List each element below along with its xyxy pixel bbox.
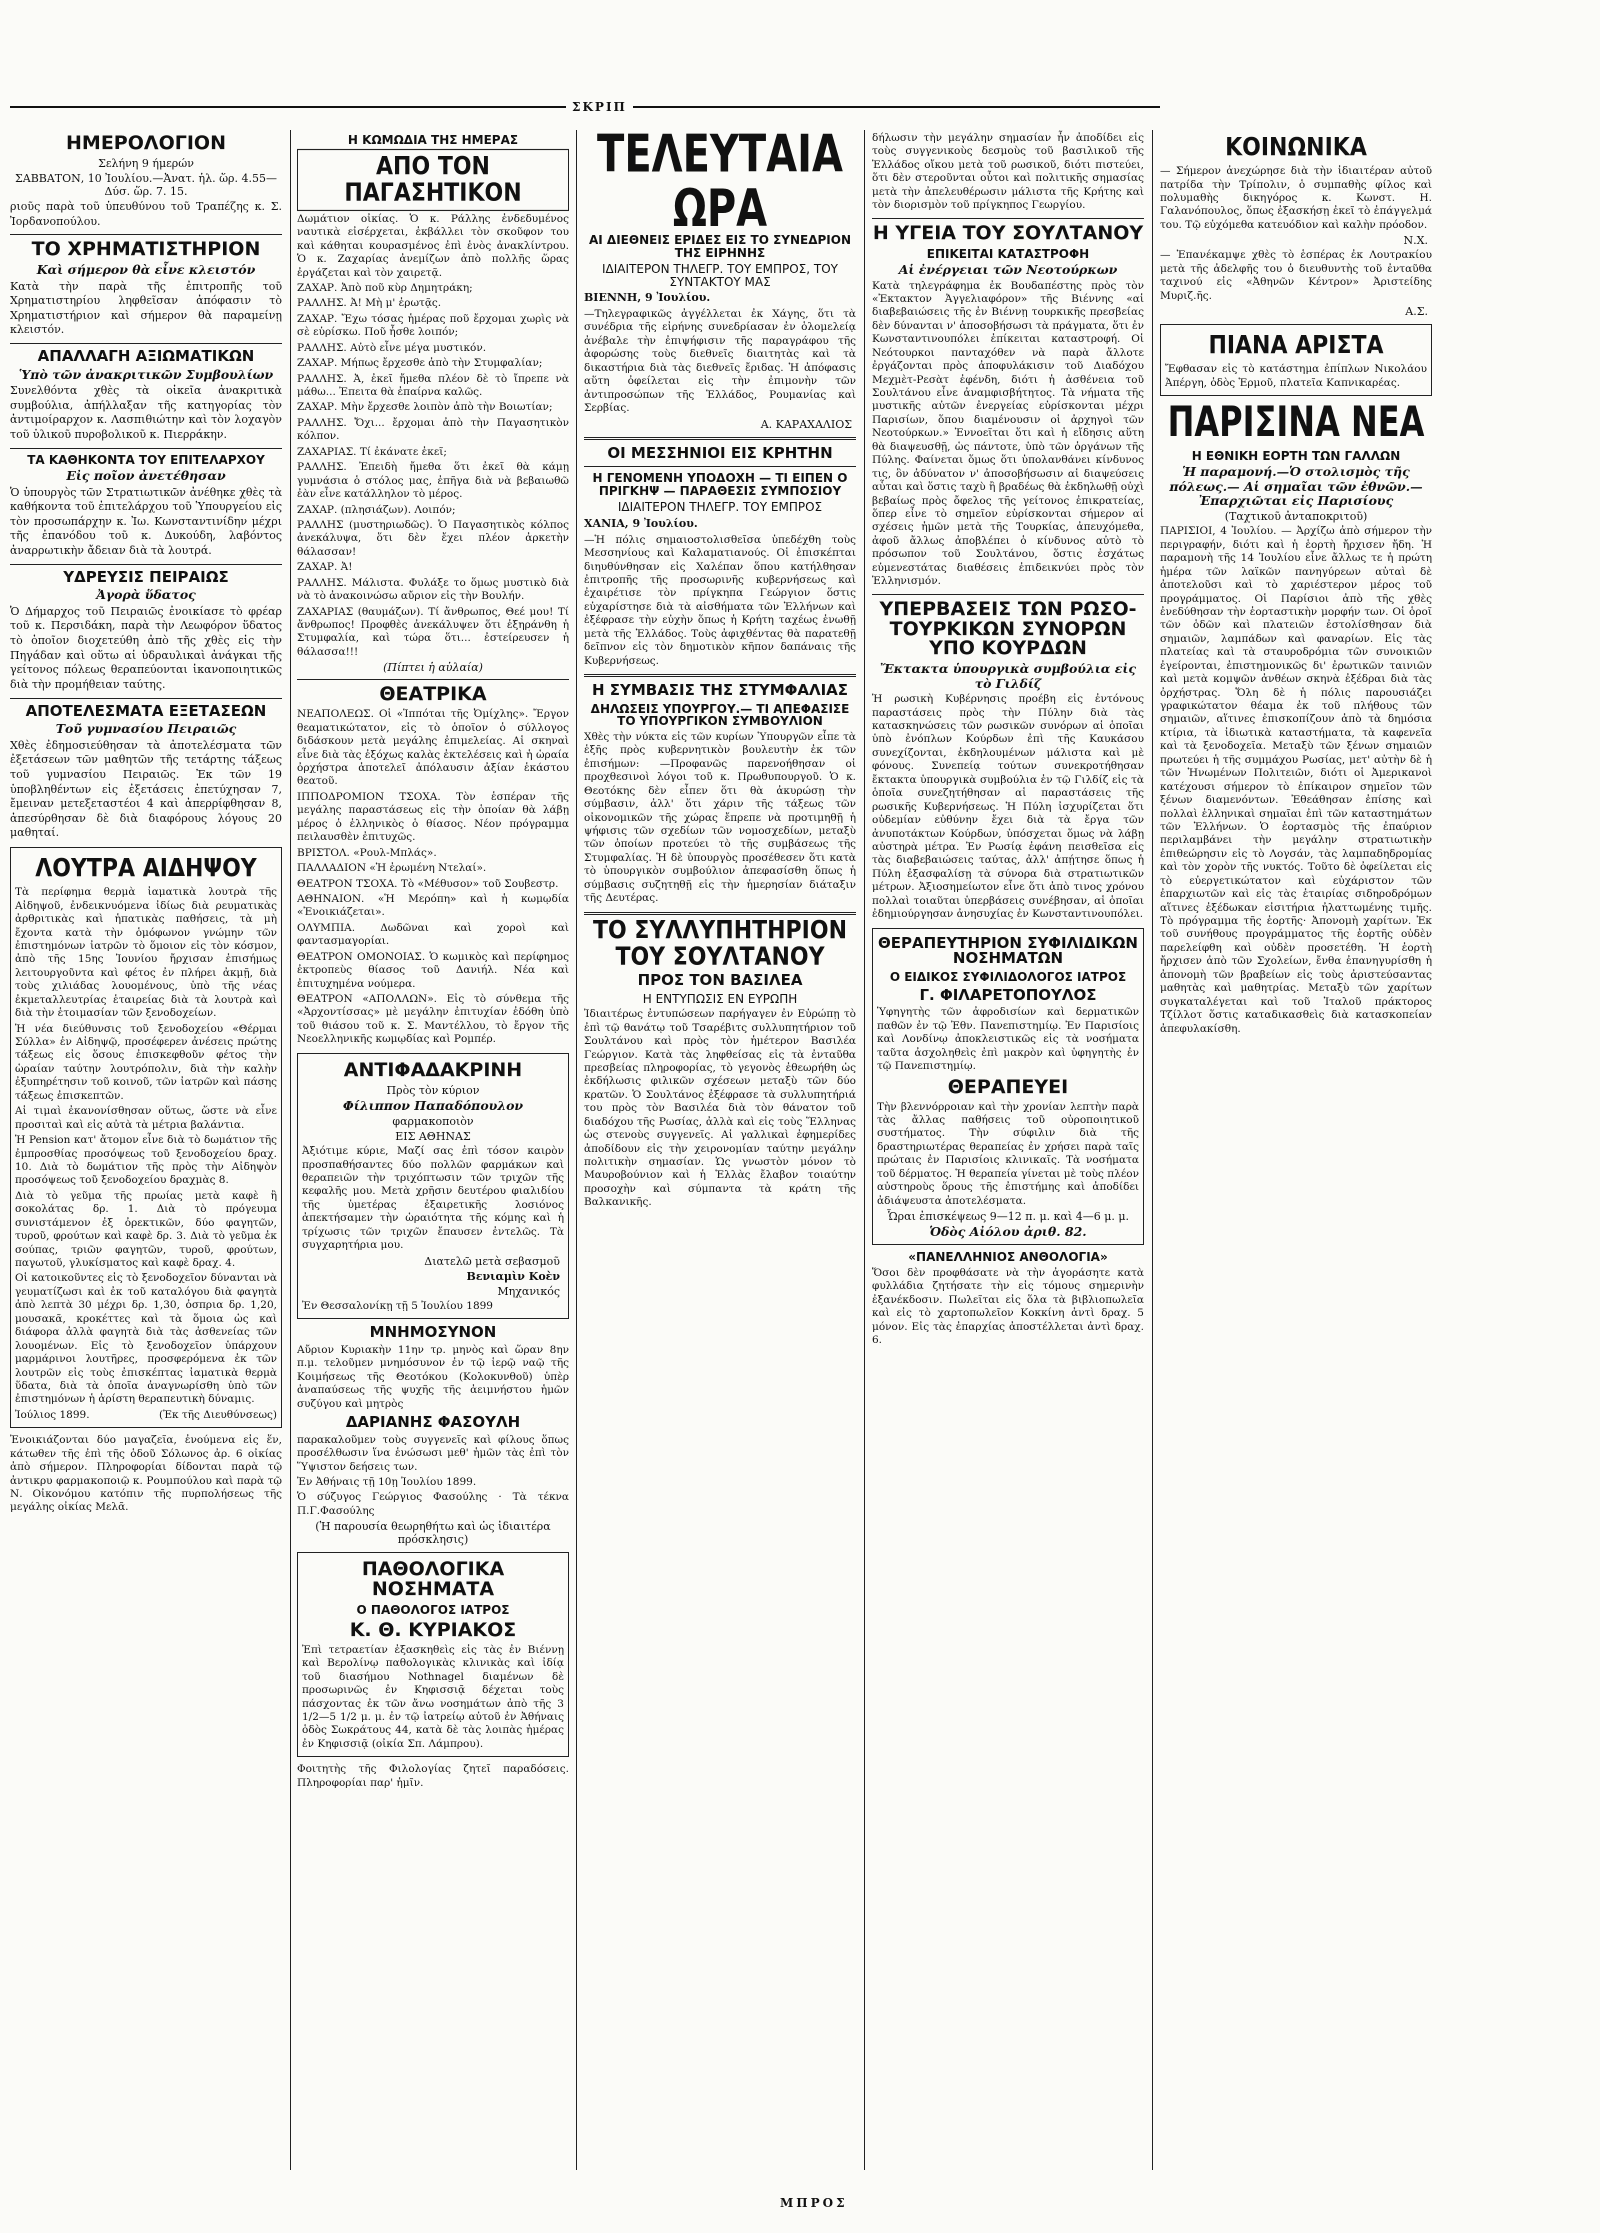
- officers-article: [10, 349, 282, 443]
- column-3: [584, 130, 856, 2180]
- paris-news-sub: Η ΕΘΝΙΚΗ ΕΟΡΤΗ ΤΩΝ ΓΑΛΛΩΝ: [1191, 448, 1401, 463]
- pathology-sub: Ο ΠΑΘΟΛΟΓΟΣ ΙΑΤΡΟΣ: [356, 1603, 510, 1618]
- masthead-title: ΣΚΡΙΠ: [566, 100, 633, 114]
- sultan-health-sub: ΕΠΙΚΕΙΤΑΙ ΚΑΤΑΣΤΡΟΦΗ: [926, 246, 1090, 261]
- border-clashes-heading: ΥΠΕΡΒΑΣΕΙΣ ΤΩΝ ΡΩΣΟ-ΤΟΥΡΚΙΚΩΝ ΣΥΝΟΡΩΝ ΥΠΟ ΚΟΥΡΔΩΝ: [879, 597, 1137, 660]
- divider: [584, 437, 856, 440]
- bourse-body: Κατὰ τὴν παρὰ τῆς ἐπιτροπῆς τοῦ Χρηματιστηρίου ληφθεῖσαν ἀπόφασιν τὸ Χρηματιστήριον καὶ σήμερον θὰ παραμείνῃ κλειστόν.: [10, 279, 282, 337]
- memorial-family: Ὁ σύζυγος Γεώργιος Φασούλης · Τὰ τέκνα Π.Γ.Φασούλης: [297, 1491, 569, 1517]
- messinians-dateline: ΧΑΝΙΑ, 9 Ἰουλίου.: [584, 517, 698, 531]
- memorial-notice: [297, 1325, 569, 1546]
- comedy-article: [297, 134, 569, 674]
- dialogue-line: ΡΑΛΛΗΣ. Ἀ! Μὴ μ' ἐρωτᾷς.: [297, 297, 442, 310]
- divider: [10, 343, 282, 344]
- sultan-health-lead: Αἱ ἐνέργειαι τῶν Νεοτούρκων: [898, 262, 1118, 278]
- baths-p4: Ἡ Pension κατ' ἄτομον εἶνε διὰ τὸ δωμάτιον τῆς ἐμπροσθίας προσόψεως τοῦ ξενοδοχείου δραχ. 10. Διὰ τὸ δωμάτιον τῆς πρὸς τὴν Αἰδηψὸν προσόψεως τοῦ ξενοδοχείου δραχμὰς 8.: [15, 1134, 277, 1187]
- social-body: — Σήμερον ἀνεχώρησε διὰ τὴν ἰδιαιτέραν αὐτοῦ πατρίδα τὴν Τρίπολιν, ὁ συμπαθὴς φίλος καὶ πολυμαθὴς δικηγόρος κ. Κωνστ. Η. Γαλανόπουλος, ὅπως ἐξασκήσῃ ἐκεῖ τὸ ἐπάγγελμά του. Τῷ εὐχόμεθα κατευόδιον καὶ καλὴν πρόοδον.: [1160, 165, 1432, 231]
- clinic-sub: Ο ΕΙΔΙΚΟΣ ΣΥΦΙΛΙΔΟΛΟΓΟΣ ΙΑΤΡΟΣ: [889, 970, 1127, 985]
- stymphalia-body: Χθὲς τὴν νύκτα εἰς τῶν κυρίων Ὑπουργῶν εἶπε τὰ ἑξῆς πρὸς κυβερνητικὸν βουλευτὴν ἐκ τῶν ἐπισήμων: —Προφανῶς παρενοήθησαν οἱ προχθεσινοὶ λόγοι τοῦ κ. Πρωθυπουργοῦ. Ὁ κ. Θεοτόκης δὲν εἶπεν ὅτι θὰ ἀκυρώσῃ τὴν σύμβασιν, ἀλλ' ὅτι χάριν τῆς τάξεως τῶν οἰκονομικῶν τῆς χώρας ἔπρεπε νὰ προτιμηθῇ ἡ ψήφισις τῶν σχεδίων τῶν νομοσχεδίων, μεταξὺ τῶν ὁποίων προτεύει τὸ τῆς συμβάσεως τῆς Στυμφαλίας. Ἡ δὲ ὑπουργὸς προσέθεσεν ὅτι κατὰ τὸ ὑπουργικὸν συμβούλιον ἀπεφασίσθη ὅπως ἡ σύμβασις συζητηθῇ εἰς τὴν ἡμερησίαν διάταξιν τῆς Δευτέρας.: [584, 730, 856, 905]
- baths-advert: [10, 847, 282, 1428]
- latest-headline: ΑΙ ΔΙΕΘΝΕΙΣ ΕΡΙΔΕΣ ΕΙΣ ΤΟ ΣΥΝΕΔΡΙΟΝ ΤΗΣ ΕΙΡΗΝΗΣ: [589, 233, 851, 260]
- border-clashes-body: Ἡ ρωσικὴ Κυβέρνησις προέβη εἰς ἐντόνους παραστάσεις πρὸς τὴν Πύλην διὰ τὰς κατασκηνώσεις τῶν ρωσικῶν συνόρων αἱ ὁποῖαι ὑπὸ ἐνόπλων Κούρδων ἐπὶ τῆς Καυκάσου συνεχίζονται, ἐκδηλουμένων μάλιστα καὶ μὲ φόνους. Συνεπείᾳ τούτων συνεκροτήθησαν ἔκτακτα ὑπουργικὰ συμβούλια ἐν τῷ Γιλδίζ εἰς τὰ ὁποῖα συνεζητήθησαν αἱ παραστάσεις τῆς ρωσικῆς Κυβερνήσεως. Ἡ Πύλη ἰσχυρίζεται ὅτι οὐδεμίαν εὐθύνην ἔχει διὰ τὰ ἔργα τῶν ἀνυποτάκτων Κούρδων, ὑπόσχεται ὅμως νὰ λάβῃ αὐστηρὰ μέτρα. Ἐν Ρωσίᾳ ἐφάνη πεισθεῖσα εἰς τὰς διαβεβαιώσεις ταύτας, ἀλλ' ἀπῄτησε ὅπως ἡ Πύλη ἐξασφαλίσῃ τὰ σύνορα διὰ στρατιωτικῶν μέτρων. Ἀξιοσημείωτον εἶνε ὅτι ἀπὸ τινος χρόνου πολλαὶ τοιαῦται ὑπερβάσεις συνέβησαν, αἱ ὁποῖαι ἐδημιούργησαν ἀνησυχίας ἐν Κωνσταντινουπόλει.: [872, 693, 1144, 921]
- divider: [584, 674, 856, 677]
- baths-footer: [15, 1409, 277, 1422]
- baths-p6: Οἱ κατοικοῦντες εἰς τὸ ξενοδοχεῖον δύνανται νὰ γευματίζωσι καὶ ἐκ τοῦ καταλόγου διὰ φαγητὰ ἀπὸ λεπτὰ 30 μέχρι δρ. 1,30, ὀσπρια δρ. 1,20, μουσακᾶ, κροκέττες καὶ τὰ ὅμοια ὡς καὶ διάφορα ἀλλὰ φαγητὰ διὰ τὰς ἀσθενείας τῶν λουομένων. Εἰς τὸ ξενοδοχεῖον ὑπάρχουν μαρμάρινοι λουτῆρες, προσφερόμενα ἐκ τῶν λουτρῶν εἰς τοὺς ἐπισκέπτας ἰαματικὰ θερμὰ ὕδατα, διὰ τὰ ὁποῖα ἀναγνωρίσθη ὑπὸ τῶν ἐπιστημόνων ἡ ἀρίστη θεραπευτικὴ δύναμις.: [15, 1272, 277, 1406]
- condolence-heading: ΤΟ ΣΥΛΛΥΠΗΤΗΡΙΟΝ ΤΟΥ ΣΟΥΛΤΑΝΟΥ: [593, 916, 847, 972]
- social-heading: ΚΟΙΝΩΝΙΚΑ: [1225, 133, 1367, 162]
- sultan-health-article: [872, 221, 1144, 589]
- column-rule: [864, 130, 865, 2170]
- exam-results-body: Χθὲς ἐδημοσιεύθησαν τὰ ἀποτελέσματα τῶν ἐξετάσεων τῶν μαθητῶν τῆς τετάρτης τάξεως τοῦ γυμνασίου Πειραιῶς. Ἐκ τῶν 19 ὑποβληθέντων εἰς ἐξετάσεις ἐπετύχησαν 7, ἔμειναν μετεξεταστέοι 4 καὶ ἀπερρίφθησαν 8, ἀπεσύρθησαν δὲ διὰ διαφόρους λόγους 20 μαθηταί.: [10, 738, 282, 840]
- column-5: [1160, 130, 1432, 2180]
- exam-results-heading: ΑΠΟΤΕΛΕΣΜΑΤΑ ΕΞΕΤΑΣΕΩΝ: [25, 701, 267, 720]
- paris-news-lead: Ἡ παραμονή.—Ὁ στολισμὸς τῆς πόλεως.— Αἱ σημαῖαι τῶν ἐθνῶν.—Ἐπαρχιῶται εἰς Παρισίους: [1169, 464, 1423, 508]
- messinians-dateline-wrap: [584, 517, 856, 532]
- social-body-2: — Ἐπανέκαμψε χθὲς τὸ ἑσπέρας ἐκ Λουτρακίου μετὰ τῆς ἀδελφῆς του ὁ διευθυντὴς τοῦ ἐνταῦθα ταχινού εἰς «Ἀθηνῶν Κέντρον» Ἀριστείδης Μυριζ.ῆς.: [1160, 249, 1432, 302]
- deceased-name: ΔΑΡΙΑΝΗΣ ΦΑΣΟΥΛΗ: [345, 1412, 521, 1431]
- column-rule: [290, 130, 291, 2170]
- latest-body: —Τηλεγραφικῶς ἀγγέλλεται ἐκ Χάγης, ὅτι τὰ συνέδρια τῆς εἰρήνης συνεδρίασαν ἐν ὁλομελείᾳ ἀνέβαλε τὴν ἐπιψήφισιν τῆς παραγράφου τῆς ἀφορώσης τοὺς διεθνεῖς διαιτητὰς καὶ τὰ δικαστήρια διὰ τὰς διεθνεῖς ἔριδας. Ἡ ἀπόφασις αὕτη ὀφείλεται εἰς τὴν ἐπιμονὴν τῶν ἀντιπροσώπων τῆς Ἑλλάδος, Ρουμανίας καὶ Σερβίας.: [584, 308, 856, 415]
- messinians-sub: Η ΓΕΝΟΜΕΝΗ ΥΠΟΔΟΧΗ — ΤΙ ΕΙΠΕΝ Ο ΠΡΙΓΚΗΨ — ΠΑΡΑΘΕΣΙΣ ΣΥΜΠΟΣΙΟΥ: [592, 471, 848, 498]
- curtain-line: (Πίπτει ἡ αὐλαία): [383, 661, 483, 675]
- paris-news-article: [1160, 397, 1432, 1036]
- divider: [584, 466, 856, 467]
- column-rule: [576, 130, 577, 2170]
- pathology-advert: [297, 1552, 569, 1757]
- reply-to: Πρὸς τὸν κύριον: [386, 1083, 480, 1097]
- exam-results-sub: Τοῦ γυμνασίου Πειραιῶς: [55, 721, 237, 737]
- latest-news-article: [584, 130, 856, 431]
- baths-heading: ΛΟΥΤΡΑ ΑΙΔΗΨΟΥ: [35, 854, 257, 883]
- theatre-listing: ΘΕΑΤΡΟΝ ΤΣΟΧΑ. Τὸ «Μέθυσον» τοῦ Σουβεστρ.: [297, 877, 559, 890]
- theatre-listing: ΠΑΛΛΑΔΙΟΝ «Ἡ ἐρωμένη Ντελαί».: [297, 862, 487, 875]
- column-rule: [1152, 130, 1153, 2170]
- officers-body: Συνελθόντα χθὲς τὰ οἰκεῖα ἀνακριτικὰ συμβούλια, ἀπήλλαξαν τῆς κατηγορίας τὸν ἀντιμοίραρχον κ. Λασπιθιώτην καὶ τὸν λοχαγὸν τοῦ ὑλικοῦ πυροβολικοῦ κ. Πιερράκην.: [10, 384, 282, 441]
- theatre-listing: ΒΡΙΣΤΟΛ. «Ρουλ-Μπλάς».: [297, 846, 437, 859]
- bourse-heading: ΤΟ ΧΡΗΜΑΤΙΣΤΗΡΙΟΝ: [31, 238, 261, 261]
- baths-p3: Αἱ τιμαὶ ἐκανονίσθησαν οὕτως, ὥστε νὰ εἶνε προσιταὶ καὶ εἰς αὐτὰ τὰ μέτρια βαλάντια.: [15, 1105, 277, 1131]
- clinic-heading: ΘΕΡΑΠΕΥΤΗΡΙΟΝ ΣΥΦΙΛΙΔΙΚΩΝ ΝΟΣΗΜΑΤΩΝ: [878, 933, 1138, 968]
- divider: [10, 564, 282, 565]
- dialogue-line: ΡΑΛΛΗΣ. Ἐπειδὴ ἤμεθα ὅτι ἐκεῖ θὰ κάμῃ γυμνάσια ὁ στόλος μας, ἐπῆγα διὰ νὰ βεβαιωθῶ ἐὰν εἶνε κατάλληλον τὸ μέρος.: [297, 461, 569, 501]
- anthology-body: Ὅσοι δὲν προφθάσατε νὰ τὴν ἀγοράσητε κατὰ φυλλάδια ζητήσατε τὴν εἰς τόμους σημερινὴν ἐξανέκδοσιν. Πωλεῖται εἰς ὅλα τὰ βιβλιοπωλεῖα καὶ εἰς τὸ χαρτοπωλεῖον Κοκκίνη ἀντὶ δραχ. 5 μόνον. Εἰς τὰς ἐπαρχίας ἀποστέλλεται ἀντὶ δραχ. 6.: [872, 1267, 1144, 1347]
- dialogue-line: ΡΑΛΛΗΣ. Μάλιστα. Φυλάξε το ὅμως μυστικὸ διὰ νὰ τὸ ἀνακοινώσω αὔριον εἰς τὴν Βουλήν.: [297, 576, 569, 603]
- messinians-heading: ΟΙ ΜΕΣΣΗΝΙΟΙ ΕΙΣ ΚΡΗΤΗΝ: [607, 443, 833, 462]
- memorial-heading: ΜΝΗΜΟΣΥΝΟΝ: [369, 1323, 497, 1342]
- reply-profession: φαρμακοποιὸν: [392, 1115, 474, 1129]
- condolence-article: [584, 916, 856, 1210]
- chief-of-staff-heading: ΤΑ ΚΑΘΗΚΟΝΤΑ ΤΟΥ ΕΠΙΤΕΛΑΡΧΟΥ: [27, 452, 265, 467]
- pathology-doctor: Κ. Θ. ΚΥΡΙΑΚΟΣ: [349, 1618, 517, 1641]
- reply-signer: Βενιαμὶν Κοὲν: [466, 1269, 560, 1283]
- latest-byline: ΙΔΙΑΙΤΕΡΟΝ ΤΗΛΕΓΡ. ΤΟΥ ΕΜΠΡΟΣ, ΤΟΥ ΣΥΝΤΑΚΤΟΥ ΜΑΣ: [602, 262, 838, 289]
- divider: [872, 594, 1144, 595]
- clinic-body-2: Τὴν βλεννόρροιαν καὶ τὴν χρονίαν λεπτὴν παρὰ τὰς ἄλλας παθήσεις τοῦ οὐροποιητικοῦ συστήματος. Τὴν σύφιλιν διὰ τῆς δραστηριωτέρας θεραπείας ἐν χρήσει παρὰ ταῖς πρώταις ἐν Παρισίοις κλινικαῖς. Τὰ νοσήματα τοῦ δέρματος. Ἡ θεραπεία γίνεται μὲ τοὺς πλέον αὐστηροὺς ὅρους τῆς ἐπιστήμης καὶ ἀποδίδει ἀδιάψευστα ἀποτελέσματα.: [877, 1100, 1139, 1207]
- comedy-heading: ΑΠΟ ΤΟΝ ΠΑΓΑΣΗΤΙΚΟΝ: [297, 149, 569, 211]
- divider: [10, 234, 282, 235]
- messinians-article: [584, 443, 856, 669]
- messinians-body: —Ἡ πόλις σημαιοστολισθεῖσα ὑπεδέχθη τοὺς Μεσσηνίους καὶ Καλαματιανούς. Οἱ ἐπισκέπται διηυθύνθησαν εἰς Χαλέπαν ὅπου κατήλθησαν ἐπιτροπῆς τῆς προσωρινῆς κυβερνήσεως καὶ ἐχαιρέτισε τὸν πρίγκηπα Γεώργιον ὅστις εὐχαρίστησε διὰ τὰ αἰσθήματα τῶν Ἑλλήνων καὶ ἐξέφρασε τὴν εὐχὴν ὅπως ἡ Κρήτη ταχέως ἑνωθῇ μετὰ τῆς Ἑλλάδος. Τοὺς ἀφιχθέντας θὰ παρατεθῇ δεῖπνον εἰς τὸν δημοτικὸν κῆπον δαπάναις τῆς Κυβερνήσεως.: [584, 533, 856, 667]
- classified-ad: Ἐνοικιάζονται δύο μαγαζεῖα, ἐνούμενα εἰς ἕν, κάτωθεν τῆς ἐπὶ τῆς ὁδοῦ Σόλωνος ἀρ. 6 οἰκίας ἀπὸ σήμερον. Πληροφορίαι δίδονται παρὰ τῷ ἀντικρυ φαρμακοποιῷ κ. Ρουμπούλου καὶ παρὰ τῷ Ν. Οἰκονόμου κατόπιν τῆς πυρπολήσεως τῆς μεγάλης οἰκίας Μελᾶ.: [10, 1434, 282, 1514]
- social-article: [1160, 133, 1432, 319]
- continued-text: δήλωσιν τὴν μεγάλην σημασίαν ἦν ἀποδίδει εἰς τοὺς συγγενικοὺς δεσμοὺς τοῦ βασιλικοῦ τῆς Ἑλλάδος οἴκου μετὰ τοῦ ρωσικοῦ, διότι πιστεύει, ὅτι δὲν στεροῦνται οὗτοι καὶ πολιτικῆς σημασίας μετὰ τὴν ἀπελευθέρωσιν μάλιστα τῆς Κρήτης καὶ τὸν διορισμὸν τοῦ πρίγκηπος Γεωργίου.: [872, 132, 1144, 212]
- piraeus-water-article: [10, 567, 282, 693]
- dialogue-line: ΖΑΧΑΡΙΑΣ (θαυμάζων). Τί ἄνθρωπος, Θεέ μου! Τί ἄνθρωπος! Προφθὲς ἀνεκάλυψεν ὅτι ἐξηράνθη ἡ Στυμφαλία, καὶ τώρα ὅτι... ἐστείρευσεν ἡ θάλασσα!!!: [297, 605, 569, 658]
- dialogue-line: ΡΑΛΛΗΣ. Αὐτὸ εἶνε μέγα μυστικόν.: [297, 341, 487, 354]
- bourse-article: [10, 240, 282, 338]
- stymphalia-sub: ΔΗΛΩΣΕΙΣ ΥΠΟΥΡΓΟΥ.— ΤΙ ΑΠΕΦΑΣΙΣΕ ΤΟ ΥΠΟΥΡΓΙΚΟΝ ΣΥΜΒΟΥΛΙΟΝ: [590, 701, 850, 729]
- latest-news-heading: ΤΕΛΕΥΤΑΙΑ ΩΡΑ: [597, 130, 843, 240]
- baths-p1: Τὰ περίφημα θερμὰ ἰαματικὰ λουτρὰ τῆς Αἰδηψοῦ, ἐνδεικνυόμενα ἰδίως διὰ ρευματικὰς ἀρθριτικὰς καὶ ἡπατικὰς παθήσεις, τὰ μὴ ἔχοντα κατὰ τὴν ὁμόφωνον γνώμην τῶν ἐπιστημόνων ἰατρῶν τὸ ὅμοιον εἰς τὸν κόσμον, ἀπὸ τῆς 15ης Ἰουνίου ἤρχισαν ἐπισήμως λειτουργοῦντα καὶ φέτος ἐν πλήρει ἀκμῇ, διὰ τοὺς χιλιάδας λουομένους, ὑπὸ τῆς νέας ἐκμεταλλευτρίας ἑταιρείας διὰ τὰ λουτρὰ καὶ διὰ τὴν ἑτοιμασίαν τῶν ξενοδοχείων.: [15, 886, 277, 1020]
- comedy-kicker: Η ΚΩΜΩΔΙΑ ΤΗΣ ΗΜΕΡΑΣ: [347, 133, 519, 147]
- divider: [297, 679, 569, 680]
- divider: [10, 698, 282, 699]
- theatre-listing: ΘΕΑΤΡΟΝ ΟΜΟΝΟΙΑΣ. Ὁ κωμικὸς καὶ περίφημος ἐκτροπεὺς θίασος τοῦ Δανιήλ. Νέα καὶ ἐπιτυχημένα νούμερα.: [297, 950, 569, 990]
- dialogue-line: ΖΑΧΑΡ. Μὴν ἔρχεσθε λοιπὸν ἀπὸ τὴν Βοιωτίαν;: [297, 401, 553, 414]
- column-4: [872, 130, 1144, 2180]
- divider: [584, 912, 856, 915]
- comedy-body: Δωμάτιον οἰκίας. Ὁ κ. Ράλλης ἐνδεδυμένος ναυτικὰ εἰσέρχεται, ἐκβάλλει τὸν σκοῦφον του καὶ κάθηται κουρασμένος ἐπὶ ἑνὸς ἀνακλίντρου. Ὁ κ. Ζαχαρίας ἀνεμίζων ἀπὸ πολλῆς ὥρας ἐργάζεται καὶ τὸν χαιρετᾷ.: [297, 212, 569, 279]
- memorial-invitation: παρακαλοῦμεν τοὺς συγγενεῖς καὶ φίλους ὅπως προσέλθωσιν ἵνα ἑνώσωσι μεθ' ἡμῶν τὰς ἐπὶ τὸν Ὕψιστον δεήσεις των.: [297, 1433, 569, 1473]
- social-signature-2: Α.Σ.: [1405, 305, 1428, 319]
- piraeus-water-sub: Ἀγορὰ ὕδατος: [96, 587, 196, 603]
- memorial-body: Αὔριον Κυριακὴν 11ην τρ. μηνὸς καὶ ὥραν 8ην π.μ. τελοῦμεν μνημόσυνον ἐν τῷ ἱερῷ ναῷ τῆς Κοιμήσεως τῆς Θεοτόκου (Κολοκυνθοῦ) ὑπὲρ ἀναπαύσεως τῆς ψυχῆς τῆς ἀειμνήστου ἡμῶν συζύγου καὶ μητρὸς: [297, 1343, 569, 1410]
- baths-source: (Ἐκ τῆς Διευθύνσεως): [158, 1408, 277, 1421]
- clinic-body: Ὑφηγητὴς τῶν ἀφροδισίων καὶ δερματικῶν παθῶν ἐν τῷ Ἐθν. Πανεπιστημίῳ. Ἐν Παρισίοις καὶ Λονδίνῳ ἀποκλειστικῶς εἰς τὰ νοσήματα ταῦτα ἀσχοληθεὶς ἐπὶ μακρὸν καὶ ὑφηγητὴς ἐν τῷ Πανεπιστημίῳ.: [877, 1006, 1139, 1073]
- comedy-dialogue: [297, 282, 569, 674]
- theatre-body: ΝΕΑΠΟΛΕΩΣ. Οἱ «Ἱππόται τῆς Ὀμίχλης». Ἔργον θεαματικώτατον, εἰς τὸ ὁποῖον ὁ σύλλογος διδάσκουν μετὰ μεγάλης ἐπιμελείας. Αἱ σκηναὶ εἶνε διὰ τὰς ἐξόχως καλὰς ἐκτελέσεις καὶ ἡ ὡραία ὀρχήστρα ἀποτελεῖ ἀπόλαυσιν ἀξίαν ἑκάστου θεατοῦ.: [297, 708, 569, 788]
- clinic-advert: [872, 928, 1144, 1246]
- paris-news-heading: ΠΑΡΙΣΙΝΑ ΝΕΑ: [1167, 397, 1425, 447]
- dialogue-line: ΡΑΛΛΗΣ. Ὄχι... ἔρχομαι ἀπὸ τὴν Παγασητικὸν κόλπον.: [297, 416, 569, 443]
- chief-of-staff-sub: Εἰς ποῖον ἀνετέθησαν: [66, 468, 226, 484]
- pianos-advert: [1160, 324, 1432, 396]
- exam-results-article: [10, 701, 282, 842]
- reply-recipient: Φίλιππον Παπαδόπουλον: [342, 1097, 524, 1113]
- dateline-text: ΒΙΕΝΝΗ, 9 Ἰουλίου.: [584, 291, 711, 305]
- reply-advert: [297, 1053, 569, 1319]
- column-2: [297, 130, 569, 2180]
- clinic-address: Ὁδὸς Αἰόλου ἀριθ. 82.: [929, 1224, 1087, 1240]
- baths-p5: Διὰ τὸ γεῦμα τῆς πρωίας μετὰ καφὲ ἢ σοκολάτας δρ. 1. Διὰ τὸ πρόγευμα συνιστάμενον ἐξ ὀρεκτικῶν, δύο φαγητῶν, τυροῦ, φρούτων καὶ καφὲ δρ. 3. Διὰ τὸ γεῦμα ἐκ σούπας, τριῶν φαγητῶν, τυροῦ, φρούτων, παγωτοῦ, γλυκίσματος καὶ καφὲ δραχ. 4.: [15, 1189, 277, 1269]
- reply-heading: ΑΝΤΙΦΑΔΑΚΡΙΝΗ: [343, 1058, 523, 1081]
- officers-sub: Ὑπὸ τῶν ἀνακριτικῶν Συμβουλίων: [18, 366, 274, 382]
- calendar-article: [10, 134, 282, 229]
- dialogue-line: ΡΑΛΛΗΣ (μυστηριωδῶς). Ὁ Παγασητικὸς κόλπος ἀνεκάλυψα, ὅτι δὲν ἔχει πλέον ἀρκετὴν θάλασσαν!: [297, 518, 569, 558]
- baths-date: Ἰούλιος 1899.: [15, 1408, 90, 1421]
- border-clashes-article: [872, 597, 1144, 922]
- paris-news-byline: (Ταχτικοῦ ἀνταποκριτοῦ): [1224, 510, 1368, 524]
- theatre-article: [297, 685, 569, 1046]
- clinic-heading-2: ΘΕΡΑΠΕΥΕΙ: [947, 1075, 1069, 1098]
- condolence-body: Ἰδιαιτέρως ἐντυπώσεων παρήγαγεν ἐν Εὐρώπῃ τὸ ἐπὶ τῷ θανάτῳ τοῦ Τσαρέβιτς συλλυπητήριον τοῦ Σουλτάνου καὶ πρὸς τὸν ἡμέτερον Βασιλέα Γεώργιον. Κατὰ τὰς ληφθείσας εἰς τὰ ἐνταῦθα πρεσβείας πληροφορίας, τὸ γεγονὸς ἐθεωρήθη ὡς ἐκδήλωσις φιλικῶν σχέσεων μεταξὺ τῶν δύο κρατῶν. Ὁ Σουλτάνος ἐξέφρασε τὰ συλλυπητήριά του πρὸς τὸν Βασιλέα διὰ τὸν θάνατον τοῦ διαδόχου τῆς Ρωσίας, ἀλλὰ καὶ εἰς τοὺς Ἕλληνας ὡς στενοὺς συγγενεῖς. Αἱ γαλλικαὶ ἐφημερίδες ἀποδίδουν εἰς τὴν χειρονομίαν ταύτην μεγάλην πολιτικὴν σημασίαν. Ὡς γνωστὸν μόνον τὸ Μαυροβούνιον καὶ ἡ Ἑλλὰς ἔλαβον τοιαύτην προσοχὴν καὶ σύμπαντα τὰ κράτη τῆς Βαλκανικῆς.: [584, 1008, 856, 1209]
- clinic-hours: Ὧραι ἐπισκέψεως 9—12 π. μ. καὶ 4—6 μ. μ.: [886, 1210, 1130, 1224]
- sultan-health-body: Κατὰ τηλεγράφημα ἐκ Βουδαπέστης πρὸς τὸν «Ἐκτακτον Ἀγγελιαφόρον» τῆς Βιέννης «αἱ διαβεβαιώσεις τῆς ἐν Βιέννῃ τουρκικῆς πρεσβείας δὲν δύνανται ν' ἀποσοβήσωσι τὰ πράγματα, ὅτι ἐν Κωνσταντινουπόλει ἐπίκειται καταστροφή. Οἱ Νεότουρκοι πανταχόθεν νὰ παρὰ ἄλλοτε ἐργάζονται πρὸς ἀποφυλάκισιν τοῦ Διαδόχου Μεχμὲτ-Ρεσὰτ ἐφένδη, διότι ἡ ἀσθένεια τοῦ Σουλτάνου εἶνε ἀναμφισβήτητος. Τὰ νήματα τῆς μυστικῆς αὐτῶν ἐνεργείας εὑρίσκονται μέχρι Παρισίων, ὅπου διαμένουσιν οἱ ἀρχηγοὶ τῶν Νεοτούρκων.» Ἐννοεῖται ὅτι καὶ ἡ εἴδησις αὕτη θὰ διαψευσθῇ, ὡς πάντοτε, ὑπὸ τῶν ὀργάνων τῆς Πύλης. Φαίνεται ὅμως ὅτι ὑπολανθάνει κίνδυνος τις, ὃν ἀδύνατον ν' ἀποσοβήσωσιν αἱ διαψεύσεις αὗται καὶ ὅστις ταχὺ ἢ βραδέως θὰ ἐκδηλωθῇ οὐχὶ βεβαίως πρὸς ὄφελος τῆς γείτονος ἐπικρατείας, ὅπερ εἶνε τὸ σημεῖον εὑρίσκονται σήμερον αἱ σχέσεις ἡμῶν μετὰ τῆς Τουρκίας, ἀπευχόμεθα, ἀφοῦ ἄλλως ἀποβλέπει ὁ κίνδυνος αὐτὸ τὸ πρόσωπον τοῦ Σουλτάνου, ὅστις ἐσχάτως εὐμενεστάτας διαθέσεις ἐπιδεικνύει πρὸς τὸν Ἑλληνισμόν.: [872, 279, 1144, 588]
- theatre-listing: ΟΛΥΜΠΙΑ. Δωδῶναι καὶ χοροὶ καὶ φαντασμαγορίαι.: [297, 921, 569, 948]
- calendar-date: ΣΑΒΒΑΤΟΝ, 10 Ἰουλίου.—Ἀνατ. ἡλ. ὥρ. 4.55—Δύσ. ὥρ. 7. 15.: [14, 171, 278, 198]
- tutor-ad: Φοιτητὴς τῆς Φιλολογίας ζητεῖ παραδόσεις. Πληροφορίαι παρ' ἡμῖν.: [297, 1763, 569, 1789]
- dialogue-line: ΖΑΧΑΡΙΑΣ. Τί ἐκάνατε ἐκεῖ;: [297, 445, 447, 458]
- reply-date: Ἐν Θεσσαλονίκῃ τῇ 5 Ἰουλίου 1899: [302, 1299, 493, 1312]
- divider: [872, 218, 1144, 219]
- theatre-body-2: ΙΠΠΟΔΡΟΜΙΟΝ ΤΣΟΧΑ. Τὸν ἑσπέραν τῆς μεγάλης παραστάσεως εἰς τὴν ὁποίαν θὰ λάβῃ μέρος ὁ ἐλληνικὸς ὁ θίασος. Νέον πρόγραμμα πειλαυσθὲν ἐπιτυχῶς.: [297, 790, 569, 844]
- latest-dateline: [584, 291, 856, 306]
- border-clashes-sub: Ἔκτακτα ὑπουργικὰ συμβούλια εἰς τὸ Γιλδίζ: [880, 661, 1136, 691]
- messinians-byline: ΙΔΙΑΙΤΕΡΟΝ ΤΗΛΕΓΡ. ΤΟΥ ΕΜΠΡΟΣ: [617, 500, 823, 515]
- divider: [10, 448, 282, 449]
- anthology-advert: [872, 1251, 1144, 1347]
- pianos-body: Ἔφθασαν εἰς τὸ κατάστημα ἐπίπλων Νικολάου Ἀπέργη, ὁδὸς Ἑρμοῦ, πλατεῖα Καπνικαρέας.: [1165, 363, 1427, 389]
- social-signature: Ν.Χ.: [1403, 234, 1428, 248]
- reply-signer-title: Μηχανικός: [497, 1284, 560, 1298]
- bourse-lead: Καὶ σήμερον θὰ εἶνε κλειστόν: [36, 262, 256, 278]
- calendar-heading: ΗΜΕΡΟΛΟΓΙΟΝ: [66, 132, 226, 154]
- pathology-heading: ΠΑΘΟΛΟΓΙΚΑ ΝΟΣΗΜΑΤΑ: [361, 1558, 505, 1601]
- calendar-note: ριοῦς παρὰ τοῦ ὑπευθύνου τοῦ Τραπέζης κ. Σ. Ἰορδανοπούλου.: [10, 199, 282, 228]
- memorial-note: (Ἡ παρουσία θεωρηθήτω καὶ ὡς ἰδιαιτέρα πρόσκλησις): [315, 1520, 551, 1547]
- condolence-sub: ΠΡΟΣ ΤΟΝ ΒΑΣΙΛΕΑ: [637, 970, 803, 989]
- stymphalia-heading: Η ΣΥΜΒΑΣΙΣ ΤΗΣ ΣΤΥΜΦΑΛΙΑΣ: [591, 681, 849, 700]
- baths-p2: Ἡ νέα διεύθυνσις τοῦ ξενοδοχείου «Θέρμαι Σύλλα» ἐν Αἰδηψῷ, προσέφερεν ἀνέσεις πρώτης τάξεως εἰς ὅσους ἐπισκεφθοῦν φέτος τὴν ὡραίαν ταύτην λουτρόπολιν, διὰ τὴν καλὴν ἐξυπηρέτησιν τοῦ κοινοῦ, τῶν ἰατρῶν καὶ πάσης τάξεως ἐπισκεπτῶν.: [15, 1022, 277, 1102]
- theatre-heading: ΘΕΑΤΡΙΚΑ: [379, 683, 487, 706]
- dialogue-line: ΖΑΧΑΡ. (πλησιάζων). Λοιπόν;: [297, 503, 456, 516]
- theatre-listing: ΘΕΑΤΡΟΝ «ΑΠΟΛΛΩΝ». Εἰς τὸ σύνθεμα τῆς «Ἀρχοντίσσας» μὲ μεγάλην ἐπιτυχίαν ἐδόθη ὑπὸ τοῦ θιάσου τοῦ κ. Σ. Μαντέλλου, τὸ ἔργον τῆς Νεοελληνικῆς κωμῳδίας καὶ Ρομπέρ.: [297, 993, 569, 1046]
- pianos-heading: ΠΙΑΝΑ ΑΡΙΣΤΑ: [1208, 331, 1384, 360]
- reply-closing: Διατελῶ μετὰ σεβασμοῦ: [424, 1254, 560, 1268]
- dialogue-line: ΡΑΛΛΗΣ. Ἀ, ἐκεῖ ἤμεθα πλέον δὲ τὸ ἴπρεπε νὰ μάθω... Ἐπειτα θὰ ἐπαίρνα καλῶς.: [297, 372, 569, 399]
- column-1: [10, 130, 282, 2180]
- stymphalia-article: [584, 683, 856, 906]
- clinic-doctor: Γ. ΦΙΛΑΡΕΤΟΠΟΥΛΟΣ: [919, 985, 1097, 1004]
- masthead: [0, 100, 1160, 114]
- calendar-moon: Σελήνη 9 ήμερών: [98, 156, 194, 170]
- chief-of-staff-body: Ὁ ὑπουργὸς τῶν Στρατιωτικῶν ἀνέθηκε χθὲς τὰ καθήκοντα τοῦ ἐπιτελάρχου τοῦ Ὑπουργείου εἰς τὸν προσωπάρχην κ. Ἰω. Κωνσταντινίδην μέχρι τῆς ἐπανόδου τοῦ κ. Δυκούδη, λαβόντος ἀναρρωτικὴν ἄδειαν διὰ τὰ λουτρά.: [10, 485, 282, 558]
- theatre-listing: ΑΘΗΝΑΙΟΝ. «Ἡ Μερόπη» καὶ ἡ κωμῳδία «Ἐνοικιάζεται».: [297, 892, 569, 919]
- dialogue-line: ΖΑΧΑΡ. Ἀ!: [297, 561, 353, 574]
- reply-city: ΕΙΣ ΑΘΗΝΑΣ: [395, 1130, 471, 1144]
- officers-heading: ΑΠΑΛΛΑΓΗ ΑΞΙΩΜΑΤΙΚΩΝ: [37, 347, 255, 365]
- piraeus-water-body: Ὁ Δήμαρχος τοῦ Πειραιῶς ἐνοικίασε τὸ φρέαρ τοῦ κ. Περσιδάκη, παρὰ τὴν Λεωφόρον ὕδατος τὸ ὁποῖον διοχετεύθη ἀπὸ τῆς χθὲς εἰς τὴν Πηγάδαν καὶ οὕτω αἱ ὑδραυλικαὶ ἀνάγκαι τῆς γείτονος πόλεως θεραπεύονται ἱκανοποιητικῶς διὰ τὴν προμήθειαν ταύτης.: [10, 604, 282, 691]
- footer-running-title: ΜΠΡΟΣ: [780, 2196, 848, 2210]
- memorial-place: Ἐν Ἀθήναις τῇ 10ῃ Ἰουλίου 1899.: [297, 1476, 477, 1489]
- sultan-health-heading: Η ΥΓΕΙΑ ΤΟΥ ΣΟΥΛΤΑΝΟΥ: [872, 221, 1144, 244]
- dialogue-line: ΖΑΧΑΡ. Μήπως ἔρχεσθε ἀπὸ τὴν Στυμφαλίαν;: [297, 357, 543, 370]
- pathology-body: Ἐπὶ τετραετίαν ἐξασκηθεὶς εἰς τὰς ἐν Βιέννῃ καὶ Βερολίνῳ παθολογικὰς κλινικὰς καὶ ἰδίᾳ τοῦ διασήμου Nothnagel διαμένων δὲ προσωρινῶς ἐν Κηφισσιᾷ δέχεται τοὺς πάσχοντας ἐκ τῶν ἄνω νοσημάτων ἀπὸ τῆς 3 1/2—5 1/2 μ. μ. ἐν τῷ ἰατρείῳ αὐτοῦ ἐν Ἀθήναις ὁδὸς Σωκράτους 44, κατὰ δὲ τὰς λοιπὰς ἡμέρας ἐν Κηφισσιᾷ (οἰκία Σπ. Λάμπρου).: [302, 1643, 564, 1750]
- dialogue-line: ΖΑΧΑΡ. Ἔχω τόσας ἡμέρας ποῦ ἔρχομαι χωρὶς νὰ σὲ εὑρίσκω. Ποῦ ἦσθε λοιπόν;: [297, 312, 569, 339]
- dialogue-line: ΖΑΧΑΡ. Ἀπὸ ποῦ κὺρ Δημητράκη;: [297, 281, 473, 294]
- condolence-sub-2: Η ΕΝΤΥΠΩΣΙΣ ΕΝ ΕΥΡΩΠΗ: [642, 991, 798, 1006]
- chief-of-staff-article: [10, 454, 282, 559]
- paris-news-body: ΠΑΡΙΣΙΟΙ, 4 Ἰουλίου. — Ἀρχίζω ἀπὸ σήμερον τὴν περιγραφήν, διότι καὶ ἡ ἑορτὴ ἤρχισεν ἤδη. Ἡ παραμονὴ τῆς 14 Ἰουλίου εἶνε ἄλλως τε ἡ πρώτη ἡμέρα τῶν λαϊκῶν πανηγύρεων αὐταὶ δὲ ἀποτελοῦσι καὶ τὸ χαριέστερον μέρος τοῦ προγράμματος. Οἱ Παρίσιοι ἀπὸ τῆς χθὲς ἐνεδύθησαν τὴν ἑορταστικὴν μορφήν των. Οἱ ὁροῖ τῶν ὁδῶν καὶ πλατειῶν ἐστολίσθησαν διὰ σημαιῶν, λαμπάδων καὶ φαναρίων. Εἰς τὰς πλατείας καὶ τὰ σταυροδρόμια τῶν συνοικιῶν ἐγείρονται, ἐπιστημονικῶς δι' ἐρωτικῶν ταινιῶν καὶ μετὰ κομψῶν ἀνθέων σκηνὰ ἐξέδραι διὰ τὰς ὀρχήστρας. Ὅλη δὲ ἡ πόλις παρουσιάζει γραφικώτατον θέαμα ἐκ τοῦ πλήθους τῶν σημαιῶν, αἵτινες ἐπισκοπίζουν ἀπὸ τὰ δημόσια κτίρια, τὰ ἰδιωτικὰ καταστήματα, τὰ καφενεῖα καὶ τὰ ξενοδοχεῖα. Μεταξὺ τῶν ξένων σημαιῶν πρωτεύει ἡ τῆς συμμάχου Ρωσίας, μετ' αὐτὴν δὲ ἡ τῶν Ἡνωμένων Πολιτειῶν, διότι οἱ Ἀμερικανοὶ κατέχουσι σήμερον τὸ ἐπίκαιρον σημεῖον τῶν ξένων διαμενόντων. Ἐθεάθησαν ἐπίσης καὶ πολλαὶ ἑλληνικαὶ σημαῖαι ἐπὶ τῶν καταστημάτων τῶν Ἑλλήνων. Ὁ ἑορτασμὸς τῆς ἐπαύριον περιλαμβάνει τὴν μεγάλην στρατιωτικὴν ἐπιθεώρησιν εἰς τὸ Λογσάν, τὰς λαμπαδηδρομίας καὶ τὸν χορὸν τῆς νυκτός. Τοῦτο δὲ ὀφείλεται εἰς τὸ εὐεργετικώτατον καὶ εὐχάριστον τῶν ἐπαρχιωτῶν καὶ εἰς τὰς ἑταιρίας σιδηροδρόμων αἵτινες ἐξέδωκαν εἰσιτήρια ἠλαττωμένης τιμῆς. Τὸ πρόγραμμα τῆς ἑορτῆς· Ἀπονομὴ χαρίτων. Ἐκ τοῦ συνήθους προγράμματος τῆς ἑορτῆς οὐδὲν παρελείφθη καὶ οὐδὲν προσετέθη. Ἡ ἑορτὴ ἤρχισεν ἀπὸ τῶν Σχολείων, ἔνθα ἐπανηγυρίσθη ἡ ἀπονομὴ τῶν βραβείων εἰς τοὺς ἀριστεύσαντας μαθητὰς καὶ μαθητρίας. Μεταξὺ τῶν χαρίτων συγκαταλέγεται καὶ τοῦ Ἰταλοῦ πράκτορος Τζίλλοτ ὅστις καταδικασθεὶς διὰ κατασκοπείαν ἀπεφυλακίσθη.: [1160, 525, 1432, 1035]
- latest-signature: Α. ΚΑΡΑΧΑΛΙΟΣ: [760, 417, 852, 431]
- anthology-heading: «ΠΑΝΕΛΛΗΝΙΟΣ ΑΝΘΟΛΟΓΙΑ»: [908, 1250, 1108, 1265]
- piraeus-water-heading: ΥΔΡΕΥΣΙΣ ΠΕΙΡΑΙΩΣ: [63, 567, 229, 586]
- reply-body: Ἀξιότιμε κύριε, Μαζί σας ἐπὶ τόσον καιρὸν προσπαθήσαντες δύο πολλῶν φαρμάκων καὶ θεραπειῶν τὴν τριχόπτωσιν τῶν τριχῶν τῆς κεφαλῆς μου. Μετὰ χρῆσιν δευτέρου φιαλιδίου τῆς ὑμετέρας ἐξαιρετικῆς λοσιόνος ἀπεκτήσαμεν τὴν ὡραιότητα τῆς κόμης καὶ ἡ τρίχωσις τῶν τριχῶν ἔπαυσεν ἐντελῶς. Τὰ συγχαρητήρια μου.: [302, 1145, 564, 1252]
